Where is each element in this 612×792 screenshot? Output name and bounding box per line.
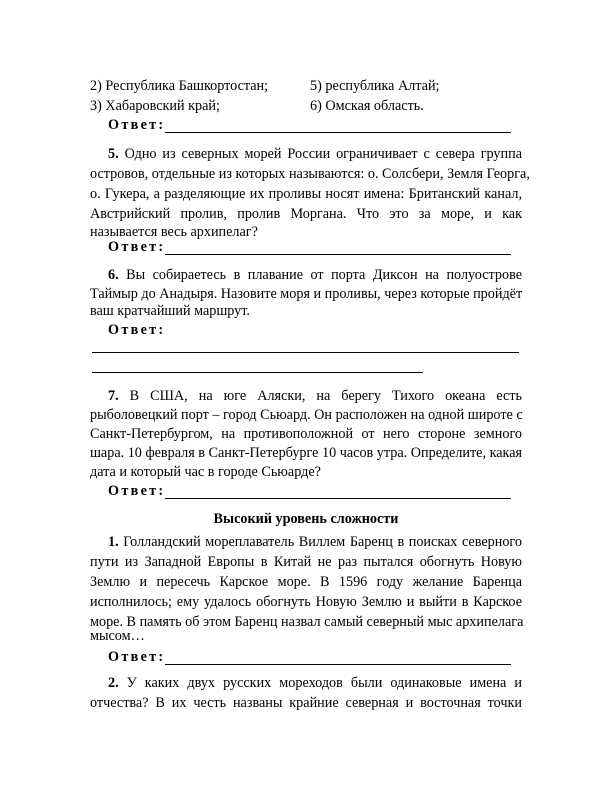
option-3: 3) Хабаровский край;	[90, 98, 220, 114]
hard-question-1-line: мысом…	[90, 628, 145, 644]
question-number: 5.	[108, 146, 119, 162]
answer-line[interactable]	[92, 372, 423, 373]
question-7-line: 7. В США, на юге Аляски, на берегу Тихого океана есть	[108, 388, 523, 404]
question-7-line: дата и который час в городе Сьюарде?	[90, 464, 321, 480]
question-5-line: называется весь архипелаг?	[90, 224, 258, 240]
answer-line[interactable]	[165, 254, 511, 255]
question-number: 2.	[108, 675, 119, 691]
question-number: 1.	[108, 534, 119, 550]
answer-label: Ответ:	[108, 322, 166, 338]
answer-label: Ответ:	[108, 649, 166, 665]
hard-question-1-line: пути из Западной Европы в Китай не раз пытался обогнуть Новую	[90, 554, 522, 570]
answer-line[interactable]	[165, 132, 511, 133]
option-6: 6) Омская область.	[310, 98, 424, 114]
answer-line[interactable]	[165, 664, 511, 665]
option-2: 2) Республика Башкортостан;	[90, 78, 269, 94]
question-5-line: Австрийский пролив, пролив Моргана. Что это за море, и как	[90, 206, 522, 222]
question-6-line: Таймыр до Анадыря. Назовите моря и проливы, через которые пройдёт	[90, 286, 523, 302]
question-7-line: рыболовецкий порт – город Сьюард. Он расположен на одной широте с	[90, 407, 523, 423]
question-number: 7.	[108, 388, 119, 404]
question-7-line: Санкт-Петербургом, на противоположной от него стороне земного	[90, 426, 522, 442]
answer-label: Ответ:	[108, 117, 166, 133]
answer-line[interactable]	[92, 352, 519, 353]
question-6-line: ваш кратчайший маршрут.	[90, 303, 250, 319]
section-heading: Высокий уровень сложности	[213, 511, 399, 527]
answer-label: Ответ:	[108, 239, 166, 255]
option-5: 5) республика Алтай;	[310, 78, 440, 94]
question-5-line: островов, отдельные из которых называются: о. Солсбери, Земля Георга,	[90, 166, 530, 182]
question-5-line: о. Гукера, а разделяющие их проливы носят имена: Британский канал,	[90, 186, 522, 202]
hard-question-1-line: исполнилось; ему удалось обогнуть Новую Землю и выйти в Карское	[90, 594, 522, 610]
hard-question-1-line: 1. Голландский мореплаватель Виллем Баренц в поисках северного	[108, 534, 522, 550]
question-6-line: 6. Вы собираетесь в плавание от порта Диксон на полуострове	[108, 267, 522, 283]
answer-label: Ответ:	[108, 483, 166, 499]
question-5-line: 5. Одно из северных морей России ограничивает с севера группа	[108, 146, 523, 162]
hard-question-2-line: 2. У каких двух русских мореходов были одинаковые имена и	[108, 675, 523, 691]
answer-line[interactable]	[165, 498, 511, 499]
question-7-line: шара. 10 февраля в Санкт-Петербурге 10 часов утра. Определите, какая	[90, 445, 523, 461]
hard-question-2-line: отчества? В их честь названы крайние северная и восточная точки	[90, 695, 522, 711]
hard-question-1-line: Землю и пересечь Карское море. В 1596 году желание Баренца	[90, 574, 522, 590]
question-number: 6.	[108, 267, 119, 283]
hard-question-1-line: море. В память об этом Баренц назвал самый северный мыс архипелага	[90, 614, 524, 630]
